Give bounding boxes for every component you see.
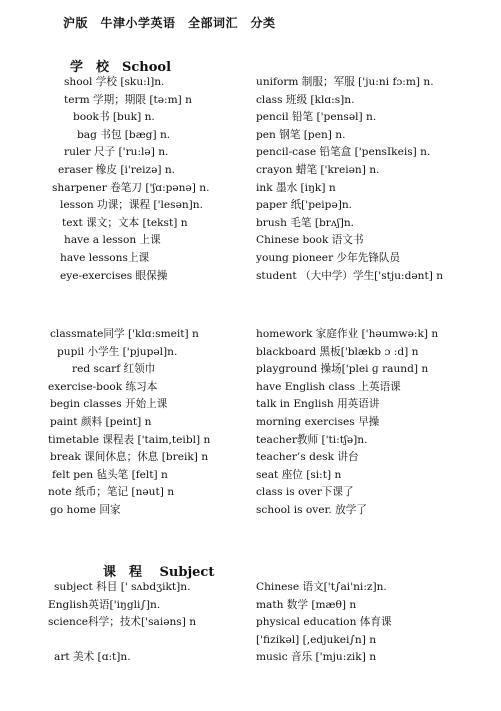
- vocab-row: [0, 450, 501, 468]
- vocab-row: [0, 415, 501, 433]
- vocab-entry-right: pencil-case 铅笔盒 ['pensIkeis] n.: [256, 146, 431, 159]
- vocab-entry-left: eraser 橡皮 [i'reizə] n.: [58, 163, 176, 176]
- vocab-entry-right: have English class 上英语课: [256, 380, 401, 393]
- vocab-entry-left: felt pen 毡头笔 [felt] n: [52, 468, 168, 481]
- vocab-entry-left: have lessons上课: [60, 251, 150, 264]
- vocab-entry-right: seat 座位 [si:t] n: [256, 468, 342, 481]
- vocab-entry-left: art 美术 [ɑ:t]n.: [54, 651, 131, 664]
- vocab-entry-right: teacher教师 ['ti:tʃə]n.: [256, 433, 368, 446]
- vocab-entry-right: pencil 铅笔 ['pensəl] n.: [256, 111, 377, 124]
- vocab-entry-right: ['fizikəl] [,edjukei∫n] n: [256, 633, 377, 646]
- vocab-entry-right: crayon 蜡笔 ['kreiən] n.: [256, 163, 380, 176]
- vocab-entry-left: ruler 尺子 ['ru:lə] n.: [64, 146, 169, 159]
- vocab-entry-left: lesson 功课；课程 ['lesən]n.: [60, 199, 203, 212]
- vocab-entry-left: sharpener 卷笔刀 ['ʃɑ:pənə] n.: [52, 181, 210, 194]
- vocab-entry-left: paint 颜料 [peint] n: [50, 415, 152, 428]
- vocab-entry-right: math 数学 [mæθ] n: [256, 598, 357, 611]
- school-vocab-list-continued: [0, 327, 501, 521]
- school-vocab-list: [0, 75, 501, 286]
- vocab-entry-left: pupil 小学生 ['pjupəl]n.: [57, 345, 178, 358]
- vocab-entry-right: playground 操场['plei ɡ raund] n: [256, 363, 429, 376]
- vocab-entry-right: class 班级 [klɑ:s]n.: [256, 93, 355, 106]
- vocab-row: [0, 163, 501, 181]
- vocab-entry-left: shool 学校 [sku:l]n.: [64, 76, 165, 88]
- vocab-entry-right: blackboard 黑板['blækb ɔ :d] n: [256, 345, 419, 358]
- document-title: 沪版 牛津小学英语 全部词汇 分类: [63, 16, 276, 30]
- vocab-entry-right: homework 家庭作业 ['həumwə:k] n: [256, 328, 439, 340]
- vocab-entry-right: uniform 制服；军服 ['ju:ni fɔ:m] n.: [256, 76, 434, 88]
- vocab-entry-right: teacher’s desk 讲台: [256, 451, 359, 464]
- vocab-entry-right: brush 毛笔 [brʌʃ]n.: [256, 216, 355, 229]
- subject-vocab-list: [0, 580, 501, 668]
- vocab-row: [0, 233, 501, 251]
- section-heading-subject: 课 程 Subject: [103, 565, 215, 580]
- vocab-entry-right: music 音乐 ['mju:zik] n: [256, 651, 377, 664]
- vocab-row: [0, 362, 501, 380]
- vocab-row: [0, 198, 501, 216]
- vocab-row: [0, 397, 501, 415]
- vocab-row: [0, 145, 501, 163]
- vocab-entry-right: young pioneer 少年先锋队员: [256, 251, 401, 264]
- vocab-row: [0, 327, 501, 345]
- vocab-entry-right: Chinese book 语文书: [256, 234, 364, 247]
- vocab-row: [0, 468, 501, 486]
- vocab-row: [0, 216, 501, 234]
- vocab-entry-right: class is over下课了: [256, 486, 354, 499]
- vocab-entry-left: begin classes 开始上课: [50, 398, 168, 411]
- vocab-entry-left: classmate同学 ['klɑ:smeit] n: [50, 328, 199, 340]
- vocab-row: [0, 433, 501, 451]
- vocab-entry-left: go home 回家: [50, 503, 121, 516]
- vocab-entry-left: break 课间休息；休息 [breik] n: [50, 451, 209, 464]
- vocab-entry-right: ink 墨水 [iŋk] n: [256, 181, 336, 194]
- section-heading-school: 学 校 School: [70, 60, 172, 75]
- vocab-entry-left: term 学期；期限 [tə:m] n: [64, 93, 192, 106]
- vocab-entry-left: science科学；技术['saiəns] n: [48, 616, 197, 629]
- vocab-row: [0, 251, 501, 269]
- vocab-entry-left: timetable 课程表 ['taim,teibl] n: [48, 433, 211, 446]
- vocab-entry-left: subject 科目 [' sʌbdʒikt]n.: [54, 581, 191, 593]
- vocab-row: [0, 93, 501, 111]
- vocab-entry-left: book书 [buk] n.: [73, 111, 155, 124]
- vocab-row: [0, 598, 501, 616]
- vocab-entry-right: paper 纸['peipə]n.: [256, 199, 353, 212]
- vocab-entry-right: physical education 体育课: [256, 616, 392, 629]
- vocab-entry-left: English英语['iŋgli∫]n.: [48, 598, 161, 611]
- vocab-entry-left: bag 书包 [bæg] n.: [77, 128, 171, 141]
- vocab-row: [0, 128, 501, 146]
- vocab-entry-right: student （大中学）学生['stju:dənt] n: [256, 269, 444, 282]
- vocab-row: [0, 345, 501, 363]
- vocab-row: [0, 503, 501, 521]
- vocab-row: [0, 380, 501, 398]
- vocab-row: [0, 110, 501, 128]
- vocab-entry-right: pen 钢笔 [pen] n.: [256, 128, 346, 141]
- vocab-entry-left: exercise-book 练习本: [48, 380, 158, 393]
- vocab-row: [0, 181, 501, 199]
- vocab-row: [0, 485, 501, 503]
- vocab-entry-left: note 纸币；笔记 [nəut] n: [48, 486, 175, 499]
- vocab-entry-right: talk in English 用英语讲: [256, 398, 380, 411]
- vocab-entry-right: school is over. 放学了: [256, 503, 367, 516]
- vocab-row: [0, 633, 501, 651]
- vocab-row: [0, 580, 501, 598]
- vocab-row: [0, 75, 501, 93]
- vocab-entry-left: red scarf 红领巾: [72, 363, 156, 376]
- vocab-entry-right: Chinese 语文['t∫ai'ni:z]n.: [256, 581, 387, 593]
- vocab-row: [0, 615, 501, 633]
- vocab-entry-right: morning exercises 早操: [256, 415, 380, 428]
- vocab-entry-left: have a lesson 上课: [64, 234, 161, 247]
- vocab-entry-left: eye-exercises 眼保操: [60, 269, 168, 282]
- vocab-entry-left: text 课文；文本 [tekst] n: [62, 216, 188, 229]
- vocab-row: [0, 650, 501, 668]
- vocab-row: [0, 269, 501, 287]
